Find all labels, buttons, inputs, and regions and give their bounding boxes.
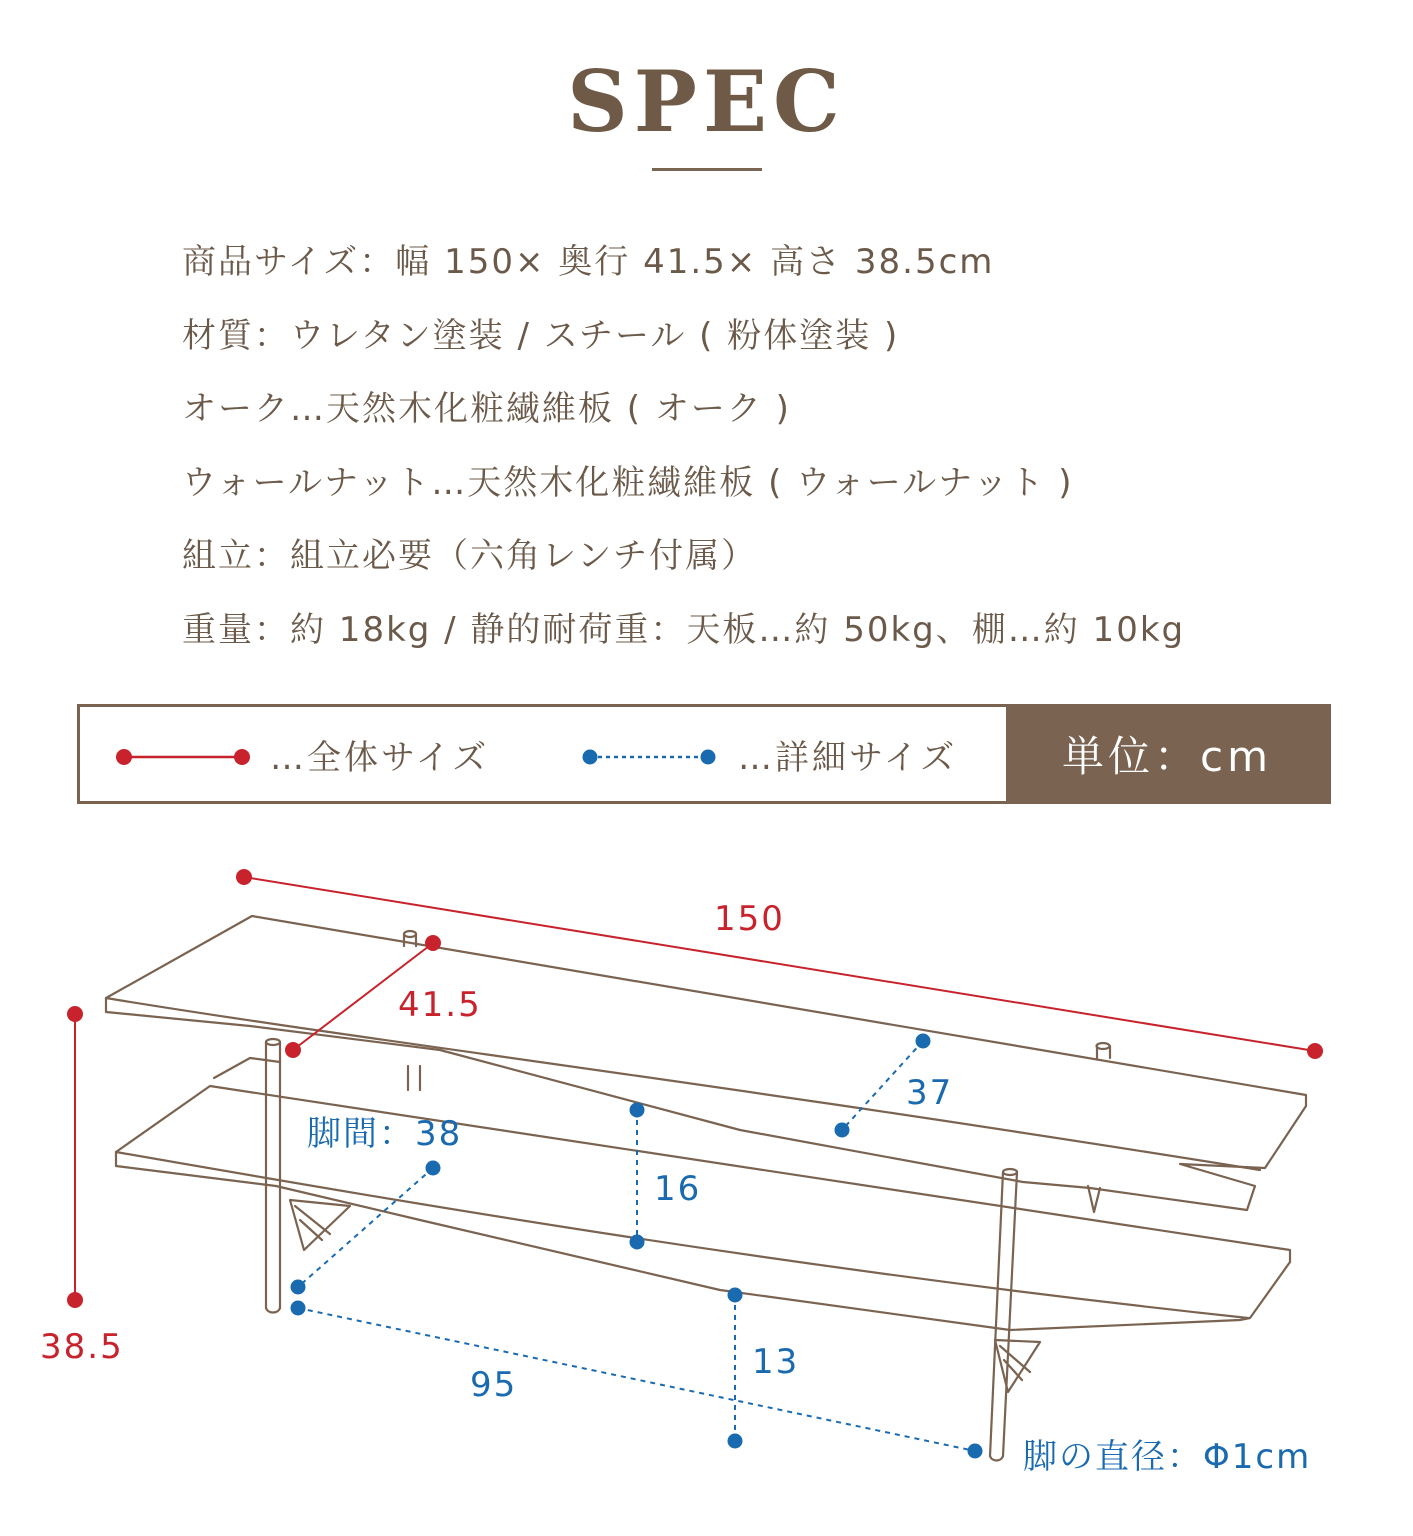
legend-overall-label: …全体サイズ bbox=[270, 737, 490, 778]
lower-gap-label: 13 bbox=[752, 1342, 800, 1382]
depth-label: 41.5 bbox=[398, 985, 482, 1025]
spec-weight: 重量：約 18kg / 静的耐荷重：天板…約 50kg、棚…約 10kg bbox=[182, 609, 1186, 650]
spec-oak: オーク…天然木化粧繊維板 ( オーク ) bbox=[182, 389, 791, 430]
page-title: SPEC bbox=[567, 52, 846, 151]
furniture-illustration bbox=[106, 916, 1306, 1461]
legend-detail-label: …詳細サイズ bbox=[738, 737, 958, 778]
leg-spacing-label: 脚間：38 bbox=[307, 1114, 463, 1154]
overall-dimensions bbox=[67, 869, 1323, 1308]
width-label: 150 bbox=[714, 899, 785, 939]
spec-size: 商品サイズ：幅 150× 奥行 41.5× 高さ 38.5cm bbox=[182, 242, 995, 282]
upper-gap-label: 16 bbox=[654, 1169, 702, 1209]
spec-material: 材質：ウレタン塗装 / スチール ( 粉体塗装 ) bbox=[182, 315, 900, 356]
spec-assembly: 組立：組立必要（六角レンチ付属） bbox=[182, 536, 758, 577]
width-dimension-line bbox=[236, 869, 1323, 1059]
height-dimension-line bbox=[67, 1006, 83, 1308]
leg-width-label: 95 bbox=[470, 1365, 518, 1405]
top-depth-detail-label: 37 bbox=[906, 1073, 954, 1113]
leg-width-line bbox=[298, 1308, 975, 1451]
leg-diameter-label: 脚の直径：Φ1cm bbox=[1023, 1437, 1312, 1477]
detail-dimension-points bbox=[291, 1034, 983, 1459]
spec-walnut: ウォールナット…天然木化粧繊維板 ( ウォールナット ) bbox=[182, 462, 1074, 503]
unit-badge: 単位：cm bbox=[1006, 707, 1328, 801]
height-label: 38.5 bbox=[40, 1327, 124, 1367]
